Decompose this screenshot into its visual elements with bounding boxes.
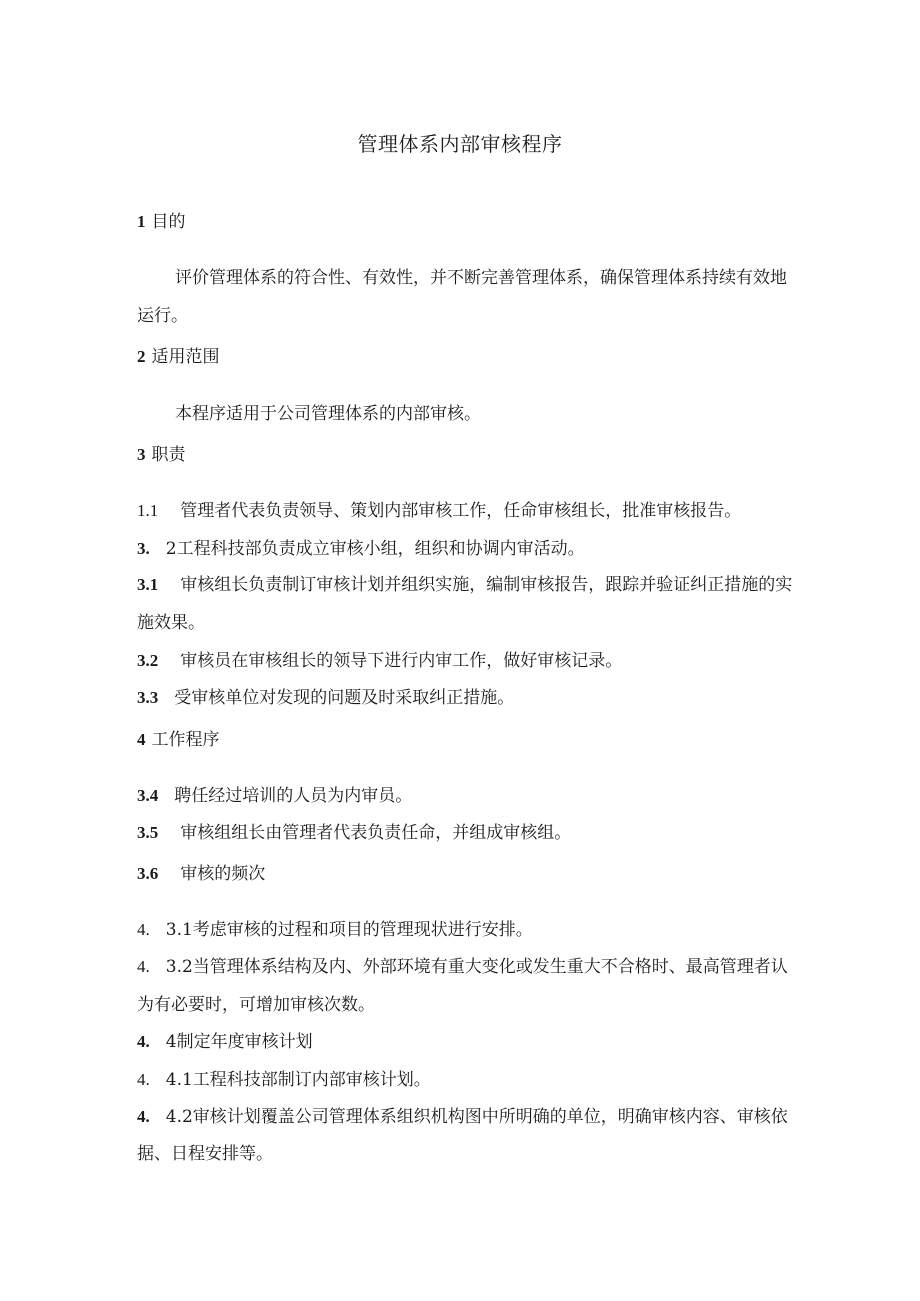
text-line bbox=[137, 612, 857, 634]
section-number: 3 bbox=[137, 445, 146, 464]
line-text: 审核组组长由管理者代表负责任命，并组成审核组。 bbox=[180, 823, 572, 843]
text-line bbox=[137, 1106, 857, 1128]
text-line bbox=[175, 403, 895, 425]
line-text: 工作程序 bbox=[151, 730, 220, 750]
text-line bbox=[137, 956, 857, 978]
text-line bbox=[137, 785, 857, 807]
section-number: 4. bbox=[137, 957, 150, 976]
text-line bbox=[137, 1143, 857, 1165]
text-line bbox=[137, 574, 857, 596]
line-text: 目的 bbox=[151, 212, 186, 232]
document-title: 管理体系内部审核程序 bbox=[357, 132, 563, 156]
line-text: 据、日程安排等。 bbox=[137, 1144, 273, 1164]
text-line bbox=[137, 650, 857, 672]
line-text: 审核员在审核组长的领导下进行内审工作，做好审核记录。 bbox=[180, 651, 623, 671]
line-text: 4制定年度审核计划 bbox=[165, 1032, 313, 1052]
text-line bbox=[137, 994, 857, 1016]
text-line bbox=[137, 687, 857, 709]
section-number: 1 bbox=[137, 212, 146, 231]
section-number: 3. bbox=[137, 539, 150, 558]
line-text: 运行。 bbox=[137, 306, 188, 326]
text-line bbox=[137, 538, 857, 560]
section-number: 4. bbox=[137, 1070, 150, 1089]
text-line bbox=[137, 919, 857, 941]
section-number: 3.3 bbox=[137, 688, 159, 707]
section-number: 3.2 bbox=[137, 651, 159, 670]
line-text: 本程序适用于公司管理体系的内部审核。 bbox=[175, 404, 481, 424]
text-line bbox=[137, 1031, 857, 1053]
line-text: 评价管理体系的符合性、有效性，并不断完善管理体系，确保管理体系持续有效地 bbox=[175, 268, 787, 288]
line-text: 施效果。 bbox=[137, 613, 205, 633]
section-number: 4 bbox=[137, 730, 146, 749]
line-text: 管理者代表负责领导、策划内部审核工作，任命审核组长，批准审核报告。 bbox=[180, 501, 742, 521]
text-line bbox=[137, 444, 857, 466]
section-number: 3.4 bbox=[137, 786, 159, 805]
text-line bbox=[137, 211, 857, 233]
section-number: 3.6 bbox=[137, 864, 159, 883]
section-number: 1.1 bbox=[137, 501, 159, 520]
line-text: 2工程科技部负责成立审核小组，组织和协调内审活动。 bbox=[165, 539, 585, 559]
text-line bbox=[137, 346, 857, 368]
line-text: 职责 bbox=[151, 445, 186, 465]
line-text: 为有必要时，可增加审核次数。 bbox=[137, 995, 375, 1015]
text-line bbox=[137, 863, 857, 885]
section-number: 4. bbox=[137, 1107, 150, 1126]
line-text: 4.1工程科技部制订内部审核计划。 bbox=[165, 1070, 431, 1090]
text-line bbox=[137, 500, 857, 522]
line-text: 适用范围 bbox=[151, 347, 220, 367]
line-text: 4.2审核计划覆盖公司管理体系组织机构图中所明确的单位，明确审核内容、审核依 bbox=[165, 1107, 788, 1127]
section-number: 3.5 bbox=[137, 823, 159, 842]
text-line bbox=[137, 1069, 857, 1091]
section-number: 3.1 bbox=[137, 575, 159, 594]
text-line bbox=[137, 822, 857, 844]
text-line bbox=[175, 267, 895, 289]
text-line bbox=[137, 729, 857, 751]
section-number: 4. bbox=[137, 920, 150, 939]
section-number: 4. bbox=[137, 1032, 150, 1051]
line-text: 3.2当管理体系结构及内、外部环境有重大变化或发生重大不合格时、最高管理者认 bbox=[165, 957, 788, 977]
line-text: 受审核单位对发现的问题及时采取纠正措施。 bbox=[174, 688, 515, 708]
line-text: 审核的频次 bbox=[180, 864, 266, 884]
text-line bbox=[137, 305, 857, 327]
line-text: 审核组长负责制订审核计划并组织实施，编制审核报告，跟踪并验证纠正措施的实 bbox=[180, 575, 793, 595]
section-number: 2 bbox=[137, 347, 146, 366]
line-text: 3.1考虑审核的过程和项目的管理现状进行安排。 bbox=[165, 920, 533, 940]
line-text: 聘任经过培训的人员为内审员。 bbox=[174, 786, 413, 806]
